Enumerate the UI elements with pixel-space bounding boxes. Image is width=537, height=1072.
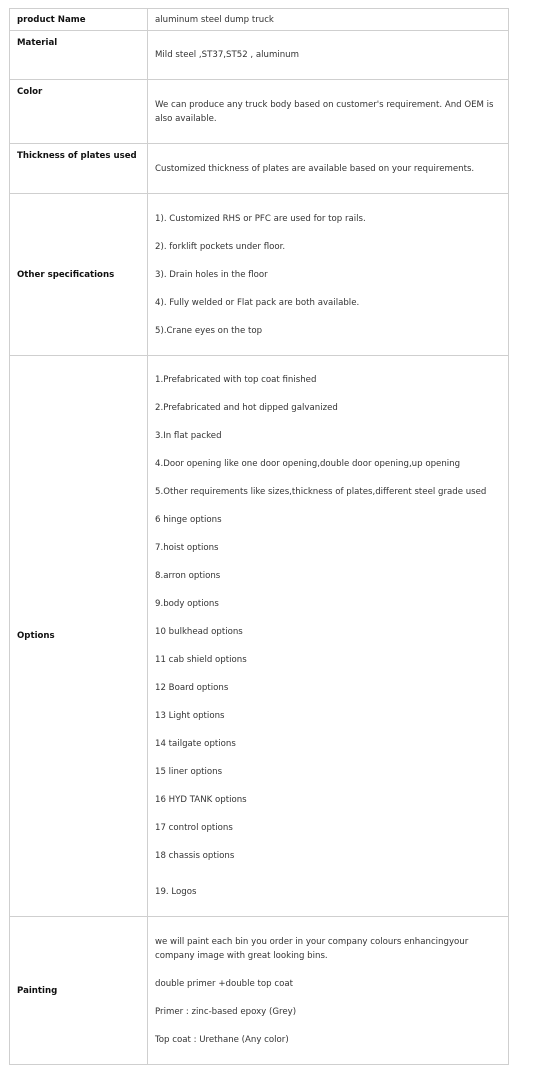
option-item: 19. Logos: [155, 887, 197, 897]
row-thickness: [10, 144, 509, 194]
row-color: [10, 80, 509, 144]
painting-value: [148, 917, 509, 1065]
option-item: 4.Door opening like one door opening,double door opening,up opening: [155, 459, 461, 469]
options-value: [148, 356, 509, 917]
spec-table: [9, 8, 509, 1065]
thickness-value: Customized thickness of plates are available based on your requirements.: [148, 144, 509, 194]
option-item: 16 HYD TANK options: [155, 795, 247, 805]
option-item: 18 chassis options: [155, 851, 235, 861]
option-item: 15 liner options: [155, 767, 223, 777]
option-item: 9.body options: [155, 599, 219, 609]
row-options: [10, 356, 509, 917]
option-item: 14 tailgate options: [155, 739, 236, 749]
other-spec-item: 3). Drain holes in the floor: [155, 269, 268, 280]
color-label: Color: [10, 80, 148, 144]
material-value: Mild steel ,ST37,ST52 , aluminum: [148, 31, 509, 80]
option-item: 3.In flat packed: [155, 431, 222, 441]
other-spec-item: 2). forklift pockets under floor.: [155, 241, 286, 252]
thickness-label: Thickness of plates used: [10, 144, 148, 194]
options-label: Options: [10, 356, 148, 917]
other-specifications-label: Other specifications: [10, 194, 148, 356]
color-value: We can produce any truck body based on customer's requirement. And OEM is also available.: [148, 80, 509, 144]
option-item: 8.arron options: [155, 571, 221, 581]
option-item: 13 Light options: [155, 711, 225, 721]
other-spec-item: 4). Fully welded or Flat pack are both available.: [155, 297, 360, 308]
option-item: 12 Board options: [155, 683, 229, 693]
painting-item: we will paint each bin you order in your company colours enhancingyour company image with great looking bins.: [155, 936, 469, 961]
option-item: 1.Prefabricated with top coat finished: [155, 375, 317, 385]
option-item: 5.Other requirements like sizes,thickness of plates,different steel grade used: [155, 487, 487, 497]
option-item: 2.Prefabricated and hot dipped galvanized: [155, 403, 338, 413]
row-other-specifications: [10, 194, 509, 356]
option-item: 17 control options: [155, 823, 233, 833]
painting-item: Primer : zinc-based epoxy (Grey): [155, 1006, 297, 1017]
row-material: [10, 31, 509, 80]
other-specifications-value: [148, 194, 509, 356]
painting-item: Top coat : Urethane (Any color): [155, 1034, 289, 1045]
option-item: 10 bulkhead options: [155, 627, 243, 637]
row-painting: [10, 917, 509, 1065]
product-name-label: product Name: [10, 9, 148, 31]
row-product-name: [10, 9, 509, 31]
option-item: 6 hinge options: [155, 515, 222, 525]
material-label: Material: [10, 31, 148, 80]
product-name-value: aluminum steel dump truck: [148, 9, 509, 31]
other-spec-item: 1). Customized RHS or PFC are used for top rails.: [155, 213, 366, 224]
option-item: 7.hoist options: [155, 543, 219, 553]
painting-item: double primer +double top coat: [155, 978, 293, 989]
option-item: 11 cab shield options: [155, 655, 247, 665]
other-spec-item: 5).Crane eyes on the top: [155, 325, 263, 336]
painting-label: Painting: [10, 917, 148, 1065]
